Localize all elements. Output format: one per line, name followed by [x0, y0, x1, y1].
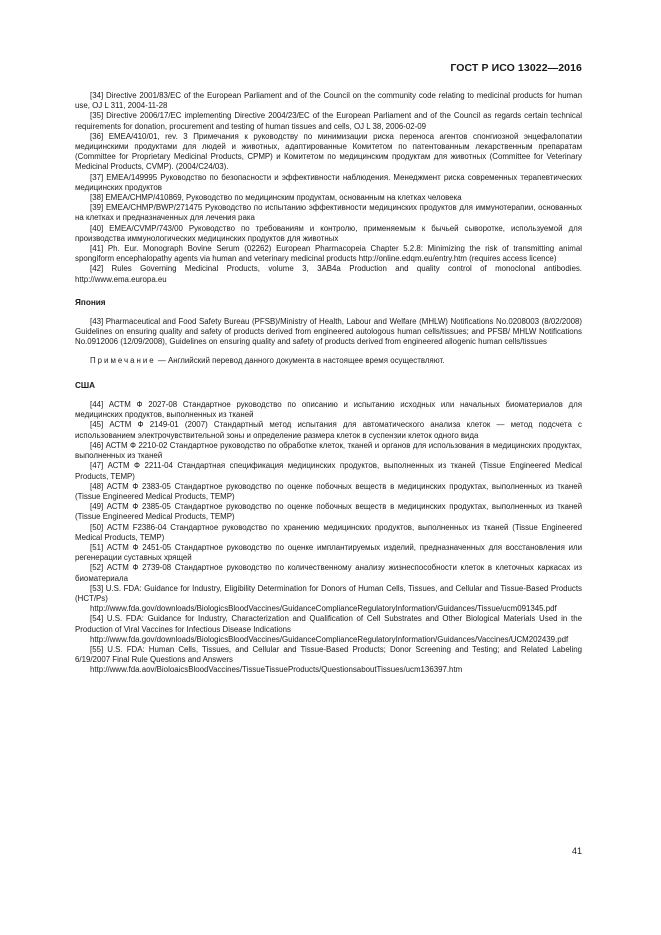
document-code: ГОСТ Р ИСО 13022—2016 [450, 62, 582, 74]
reference-55: [55] U.S. FDA: Human Cells, Tissues, and Cellular and Tissue-Based Products; Donor Screening and Testing; and Related Labeling 6/19/2007 Final Rule Questions and Answers [75, 644, 582, 665]
reference-49: [49] АСТМ Ф 2385-05 Стандартное руководство по оценке побочных веществ в медицинских продуктах, выполненных из тканей (Tissue Engineered Medical Products, TEMP) [75, 502, 582, 522]
reference-50: [50] АСТМ F2386-04 Стандартное руководство по хранению медицинских продуктов, выполненных из тканей (Tissue Engineered Medical Products, TEMP) [75, 522, 582, 542]
reference-38: [38] EMEA/CHMP/410869, Руководство по медицинским продуктам, основанным на клетках человека [90, 193, 462, 203]
reference-46: [46] АСТМ Ф 2210-02 Стандартное руководство по обработке клеток, тканей и органов для использования в медицинских продуктах, выполненных из тканей [75, 440, 582, 461]
reference-42: [42] Rules Governing Medicinal Products, volume 3, 3AB4a Production and quality control of monoclonal antibodies. http://www.ema.europa.eu [75, 264, 582, 284]
usa-references [75, 400, 582, 675]
page-number: 41 [571, 846, 582, 856]
reference-53-url[interactable]: http://www.fda.gov/downloads/BiologicsBloodVaccines/GuidanceComplianceRegulatoryInformation/Guidances/Tissue/ucm091345.pdf [90, 604, 557, 614]
section-heading-usa: США [75, 380, 96, 390]
reference-43: [43] Pharmaceutical and Food Safety Bureau (PFSB)/Ministry of Health, Labour and Welfare (MHLW) Notifications No.0208003 (8/02/2008) Guidelines on ensuring quality and safety of products derived from engineered autologous human cells/tissues; and PFSB/ MHLW Notifications No.0912006 (12/09/2008), Guidelines on ensuring quality and safety of products derived from engineered allogenic human cells/tissues [75, 317, 582, 347]
reference-54-url[interactable]: http://www.fda.gov/downloads/BiologicsBloodVaccines/GuidanceComplianceRegulatoryInformation/Guidances/Vaccines/UCM202439.pdf [90, 634, 569, 644]
reference-45: [45] АСТМ Ф 2149-01 (2007) Стандартный метод испытания для автоматического анализа клеток — метод подсчета с использованием электрочувствительной зоны и определение размера клеток в суспензии клеток одного вида [75, 420, 582, 440]
section-heading-japan: Япония [75, 297, 106, 307]
reference-55-url[interactable]: http://www.fda.aov/BioloaicsBloodVaccines/TissueTissueProducts/QuestionsaboutTissues/ucm136397.htm [90, 665, 463, 675]
reference-41: [41] Ph. Eur. Monograph Bovine Serum (02262) European Pharmacopeia Chapter 5.2.8: Minimizing the risk of transmitting animal spongiform encephalopathy agents via human and veterinary medicinal products http://online.edqm.eu/entry.htm (requires access licence) [75, 244, 582, 264]
reference-54: [54] U.S. FDA: Guidance for Industry, Characterization and Qualification of Cell Substrates and Other Biological Materials Used in the Production of Viral Vaccines for Infectious Disease Indications [75, 614, 582, 634]
reference-52: [52] АСТМ Ф 2739-08 Стандартное руководство по количественному анализу жизнеспособности клеток в клеточных каркасах из биоматериала [75, 563, 582, 583]
reference-36: [36] EMEA/410/01, rev. 3 Примечания к руководству по минимизации риска переноса агентов спонгиозной энцефалопатии медицинскими продуктами для людей и животных, адаптированные Комитетом по патентованным лекарственным препаратам (Committee for Proprietary Medicinal Products, CPMP) и Комитетом по медицинским продуктам для животных (Committee for Veterinary Medicinal Products, CVMP). (2004/C24/03). [75, 131, 582, 172]
reference-44: [44] АСТМ Ф 2027-08 Стандартное руководство по описанию и испытанию исходных или начальных биоматериалов для медицинских продуктов, выполненных из тканей [75, 400, 582, 420]
reference-48: [48] АСТМ Ф 2383-05 Стандартное руководство по оценке побочных веществ в медицинских продуктах, выполненных из тканей (Tissue Engineered Medical Products, TEMP) [75, 481, 582, 501]
reference-37: [37] EMEA/149995 Руководство по безопасности и эффективности наблюдения. Менеджмент риска современных терапевтических медицинских продуктов [75, 172, 582, 192]
reference-39: [39] EMEA/CHMP/BWP/271475 Руководство по испытанию эффективности медицинских продуктов для иммунотерапии, основанных на клетках и предназначенных для лечения рака [75, 203, 582, 223]
eu-references [75, 91, 582, 285]
reference-53: [53] U.S. FDA: Guidance for Industry, Eligibility Determination for Donors of Human Cells, Tissues, and Cellular and Tissue-Based Products (HCT/Ps) [75, 583, 582, 603]
reference-47: [47] АСТМ Ф 2211-04 Стандартная спецификация медицинских продуктов, выполненных из тканей (Tissue Engineered Medical Products, TEMP) [75, 461, 582, 481]
note-label: Примечание [90, 355, 156, 365]
reference-35: [35] Directive 2006/17/EC implementing Directive 2004/23/EC of the European Parliament and of the Council as regards certain technical requirements for donation, procurement and testing of human tissues and cells, OJ L 38, 2006-02-09 [75, 111, 582, 131]
bibliography-body [75, 91, 582, 676]
reference-34: [34] Directive 2001/83/EC of the European Parliament and of the Council on the community code relating to medicinal products for human use, OJ L 311, 2004-11-28 [75, 91, 582, 111]
reference-40: [40] EMEA/CVMP/743/00 Руководство по требованиям и контролю, применяемым к бычьей сыворотке, используемой для производства иммунологических медицинских продуктов для животных [75, 223, 582, 243]
reference-51: [51] АСТМ Ф 2451-05 Стандартное руководство по оценке имплантируемых изделий, предназначенных для восстановления или регенерации суставных хрящей [75, 542, 582, 563]
note [75, 356, 582, 366]
note-text: — Английский перевод данного документа в настоящее время осуществляют. [155, 355, 445, 365]
